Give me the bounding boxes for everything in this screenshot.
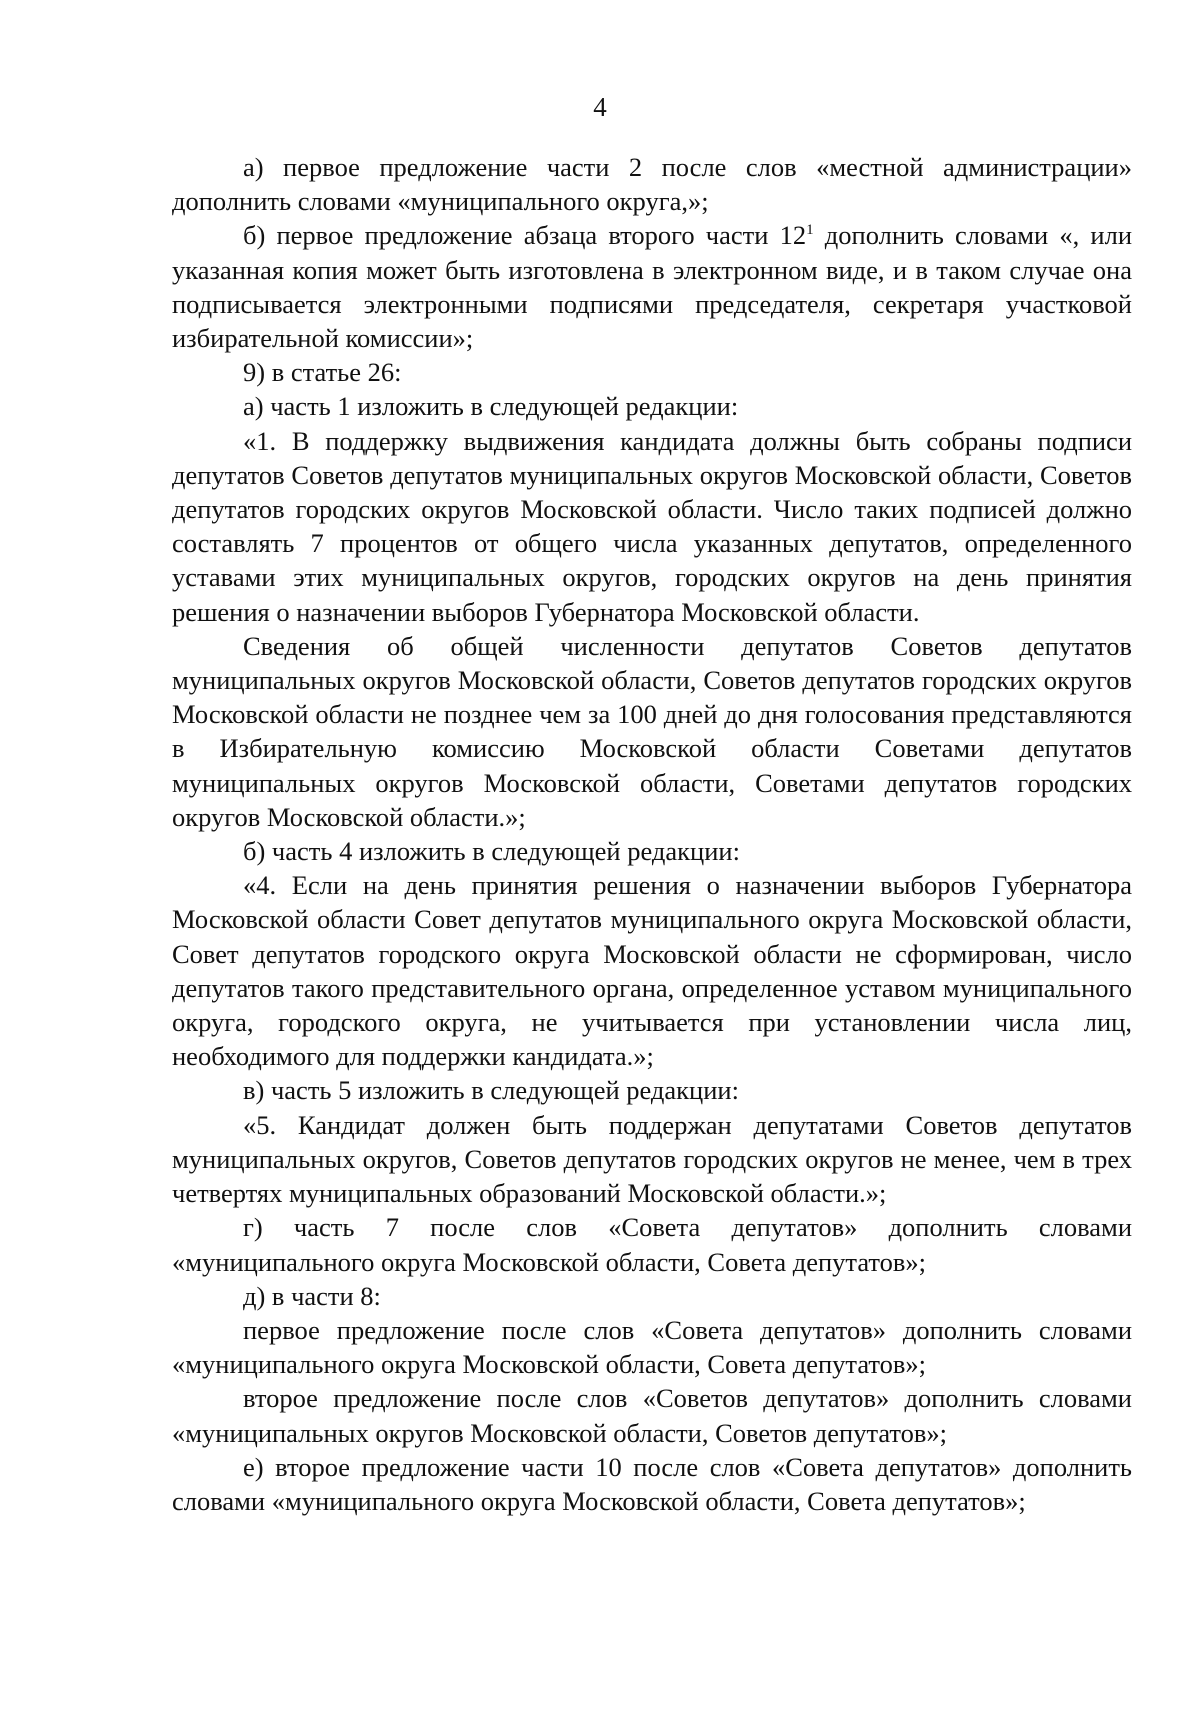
paragraph-item-a-part2: а) первое предложение части 2 после слов «местной администрации» дополнить словами «муниципального округа,»; <box>172 152 1132 217</box>
paragraph-item-e-part10: е) второе предложение части 10 после слов «Совета депутатов» дополнить словами «муниципального округа Московской области, Совета депутатов»; <box>172 1451 1132 1516</box>
page-number: 4 <box>593 92 607 122</box>
paragraph-quote-part1: «1. В поддержку выдвижения кандидата должны быть собраны подписи депутатов Советов депутатов муниципальных округов Московской области, Советов депутатов городских округов Московской области. Число таких подписей должно составлять 7 процентов от общего числа указанных депутатов, определенного уставами этих муниципальных округов, городских округов на день принятия решения о назначении выборов Губернатора Московской области. <box>172 425 1132 627</box>
paragraph-item-g-part7: г) часть 7 после слов «Совета депутатов» дополнить словами «муниципального округа Московской области, Совета депутатов»; <box>172 1212 1132 1277</box>
paragraph-item-b-tail: дополнить словами «, или указанная копия может быть изготовлена в электронном виде, и в таком случае она подписывается электронными подписями председателя, секретаря участковой избирательной комиссии»; <box>172 220 1132 354</box>
paragraph-quote-part4: «4. Если на день принятия решения о назначении выборов Губернатора Московской области Совет депутатов муниципального округа Московской области, Совет депутатов городского округа Московской области не сформирован, число депутатов такого представительного органа, определенное уставом муниципального округа, городского округа, не учитывается при установлении числа лиц, необходимого для поддержки кандидата.»; <box>172 870 1132 1072</box>
paragraph-item-b-head: б) первое предложение абзаца второго части 12 <box>243 220 807 251</box>
paragraph-quote-part5: «5. Кандидат должен быть поддержан депутатами Советов депутатов муниципальных округов, Советов депутатов городских округов не менее, чем в трех четвертях муниципальных образований Московской области.»; <box>172 1109 1132 1209</box>
paragraph-item-9-article26: 9) в статье 26: <box>243 357 402 388</box>
superscript-1: 1 <box>806 222 814 239</box>
paragraph-item-v-part5: в) часть 5 изложить в следующей редакции: <box>243 1075 739 1106</box>
document-body <box>172 150 1132 1518</box>
paragraph-quote-part1-info: Сведения об общей численности депутатов Советов депутатов муниципальных округов Московской области, Советов депутатов городских округов Московской области не позднее чем за 100 дней до дня голосования представляются в Избирательную комиссию Московской области Советами депутатов муниципальных округов Московской области, Советами депутатов городских округов Московской области.»; <box>172 630 1132 832</box>
paragraph-item-b-part12 <box>172 218 1132 355</box>
paragraph-item-d-part8: д) в части 8: <box>243 1280 381 1311</box>
paragraph-item-b-part4: б) часть 4 изложить в следующей редакции: <box>243 836 740 867</box>
paragraph-item-a-part1: а) часть 1 изложить в следующей редакции: <box>243 391 739 422</box>
paragraph-part8-first-sentence: первое предложение после слов «Совета депутатов» дополнить словами «муниципального округа Московской области, Совета депутатов»; <box>172 1314 1132 1380</box>
paragraph-part8-second-sentence: второе предложение после слов «Советов депутатов» дополнить словами «муниципальных округов Московской области, Советов депутатов»; <box>172 1383 1132 1448</box>
